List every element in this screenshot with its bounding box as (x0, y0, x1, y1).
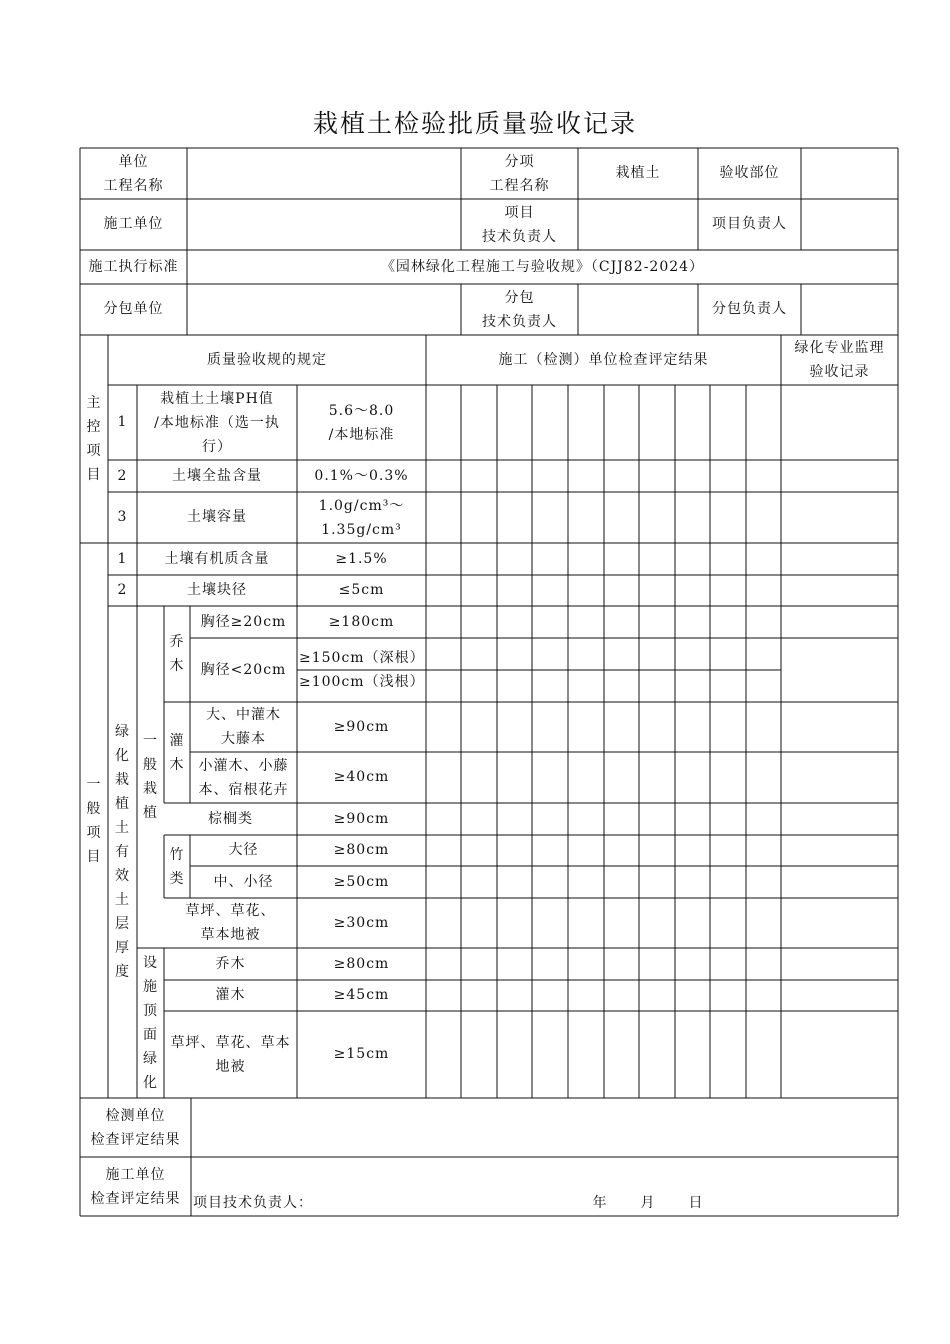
roof-row-standard: ≥15cm (333, 1046, 390, 1062)
main-item-standard: 0.1%～0.3% (314, 467, 409, 484)
shrub-row-name: 小灌木、小藤 本、宿根花卉 (198, 757, 289, 798)
main-item-standard: 1.0g/cm³～ 1.35g/cm³ (318, 497, 405, 538)
main-item-no: 2 (117, 467, 128, 484)
roof-row-name: 草坪、草花、草本 地被 (170, 1034, 291, 1075)
main-item-no: 3 (117, 509, 128, 525)
month-label: 月 (640, 1194, 656, 1211)
standard-value: 《园林绿化工程施工与验收规》（CJJ82-2024） (380, 258, 705, 275)
unit-project-field[interactable] (187, 148, 461, 199)
shrub-row-standard: ≥40cm (333, 769, 390, 785)
standard-label: 施工执行标准 (88, 258, 179, 275)
day-label: 日 (688, 1194, 704, 1211)
year-label: 年 (592, 1194, 608, 1211)
acceptance-part-label: 验收部位 (719, 165, 780, 181)
project-lead-field[interactable] (801, 199, 898, 250)
lawn-standard: ≥30cm (333, 914, 390, 931)
acceptance-part-field[interactable] (801, 148, 898, 199)
tech-lead-sign-label: 项目技术负责人： (193, 1194, 313, 1211)
subcontract-unit-label: 分包单位 (103, 301, 164, 317)
sub-project-label: 分项 工程名称 (489, 153, 550, 194)
bamboo-label: 竹 类 (169, 846, 185, 887)
bamboo-row-standard: ≥50cm (333, 873, 390, 890)
spec-header: 质量验收规的规定 (207, 351, 327, 368)
roof-row-standard: ≥80cm (333, 955, 390, 972)
subcontract-lead-label: 分包负责人 (712, 301, 787, 317)
project-tech-lead-label: 项目 技术负责人 (482, 204, 557, 245)
main-item-no: 1 (117, 414, 128, 430)
general-planting-label: 一 般 栽 植 (143, 733, 158, 821)
unit-project-label: 单位 工程名称 (103, 153, 164, 194)
bamboo-row-name: 大径 (228, 842, 259, 858)
construction-unit-label: 施工单位 (103, 216, 164, 232)
construction-result-label: 施工单位 检查评定结果 (90, 1166, 181, 1207)
tree-row-standard: ≥180cm (328, 613, 395, 630)
tree-row-standard: ≥150cm（深根） ≥100cm（浅根） (299, 650, 425, 690)
main-control-label: 主 控 项 目 (86, 395, 102, 483)
shrub-row-name: 大、中灌木 大藤本 (206, 707, 281, 747)
shrub-row-standard: ≥90cm (333, 718, 390, 735)
supervision-header: 绿化专业监理 验收记录 (794, 340, 885, 380)
inspection-result-label: 检测单位 检查评定结果 (90, 1107, 181, 1148)
project-tech-lead-field[interactable] (578, 199, 698, 250)
general-item-no: 1 (117, 550, 128, 567)
general-items-label: 一 般 项 目 (86, 776, 102, 865)
main-item-name: 土壤全盐含量 (172, 467, 262, 484)
general-item-no: 2 (117, 582, 128, 598)
roof-row-name: 乔木 (215, 955, 246, 972)
subcontract-tech-lead-label: 分包 技术负责人 (482, 289, 557, 330)
soil-thickness-label: 绿 化 栽 植 土 有 效 土 层 厚 度 (115, 724, 130, 980)
inspection-result-field[interactable] (191, 1098, 898, 1157)
roof-greening-label: 设 施 顶 面 绿 化 (143, 955, 158, 1091)
construction-unit-field[interactable] (187, 199, 461, 250)
subcontract-unit-field[interactable] (187, 284, 461, 335)
general-item-standard: ≥1.5% (335, 550, 388, 567)
project-lead-label: 项目负责人 (712, 216, 787, 232)
result-header: 施工（检测）单位检查评定结果 (498, 351, 709, 368)
main-item-standard: 5.6～8.0 /本地标准 (328, 402, 395, 443)
palm-standard: ≥90cm (333, 810, 390, 827)
general-item-name: 土壤块径 (187, 582, 247, 598)
shrub-label: 灌 木 (169, 732, 185, 773)
general-item-name: 土壤有机质含量 (164, 550, 270, 567)
tree-row-name: 胸径<20cm (200, 661, 287, 678)
page-title: 栽植土检验批质量验收记录 (312, 109, 637, 138)
sub-project-field[interactable]: 栽植土 (615, 165, 661, 181)
bamboo-row-standard: ≥80cm (333, 842, 390, 858)
tree-row-name: 胸径≥20cm (200, 613, 287, 630)
lawn-name: 草坪、草花、 草本地被 (185, 903, 276, 943)
main-item-name: 栽植土土壤PH值 /本地标准（选一执 行） (154, 390, 280, 455)
tree-label: 乔 木 (169, 634, 185, 674)
roof-row-name: 灌木 (215, 987, 246, 1003)
subcontract-tech-lead-field[interactable] (578, 284, 698, 335)
bamboo-row-name: 中、小径 (213, 873, 274, 890)
palm-name: 棕榈类 (208, 810, 253, 827)
main-item-name: 土壤容量 (187, 509, 247, 525)
subcontract-lead-field[interactable] (801, 284, 898, 335)
general-item-standard: ≤5cm (338, 582, 385, 598)
roof-row-standard: ≥45cm (333, 987, 390, 1003)
